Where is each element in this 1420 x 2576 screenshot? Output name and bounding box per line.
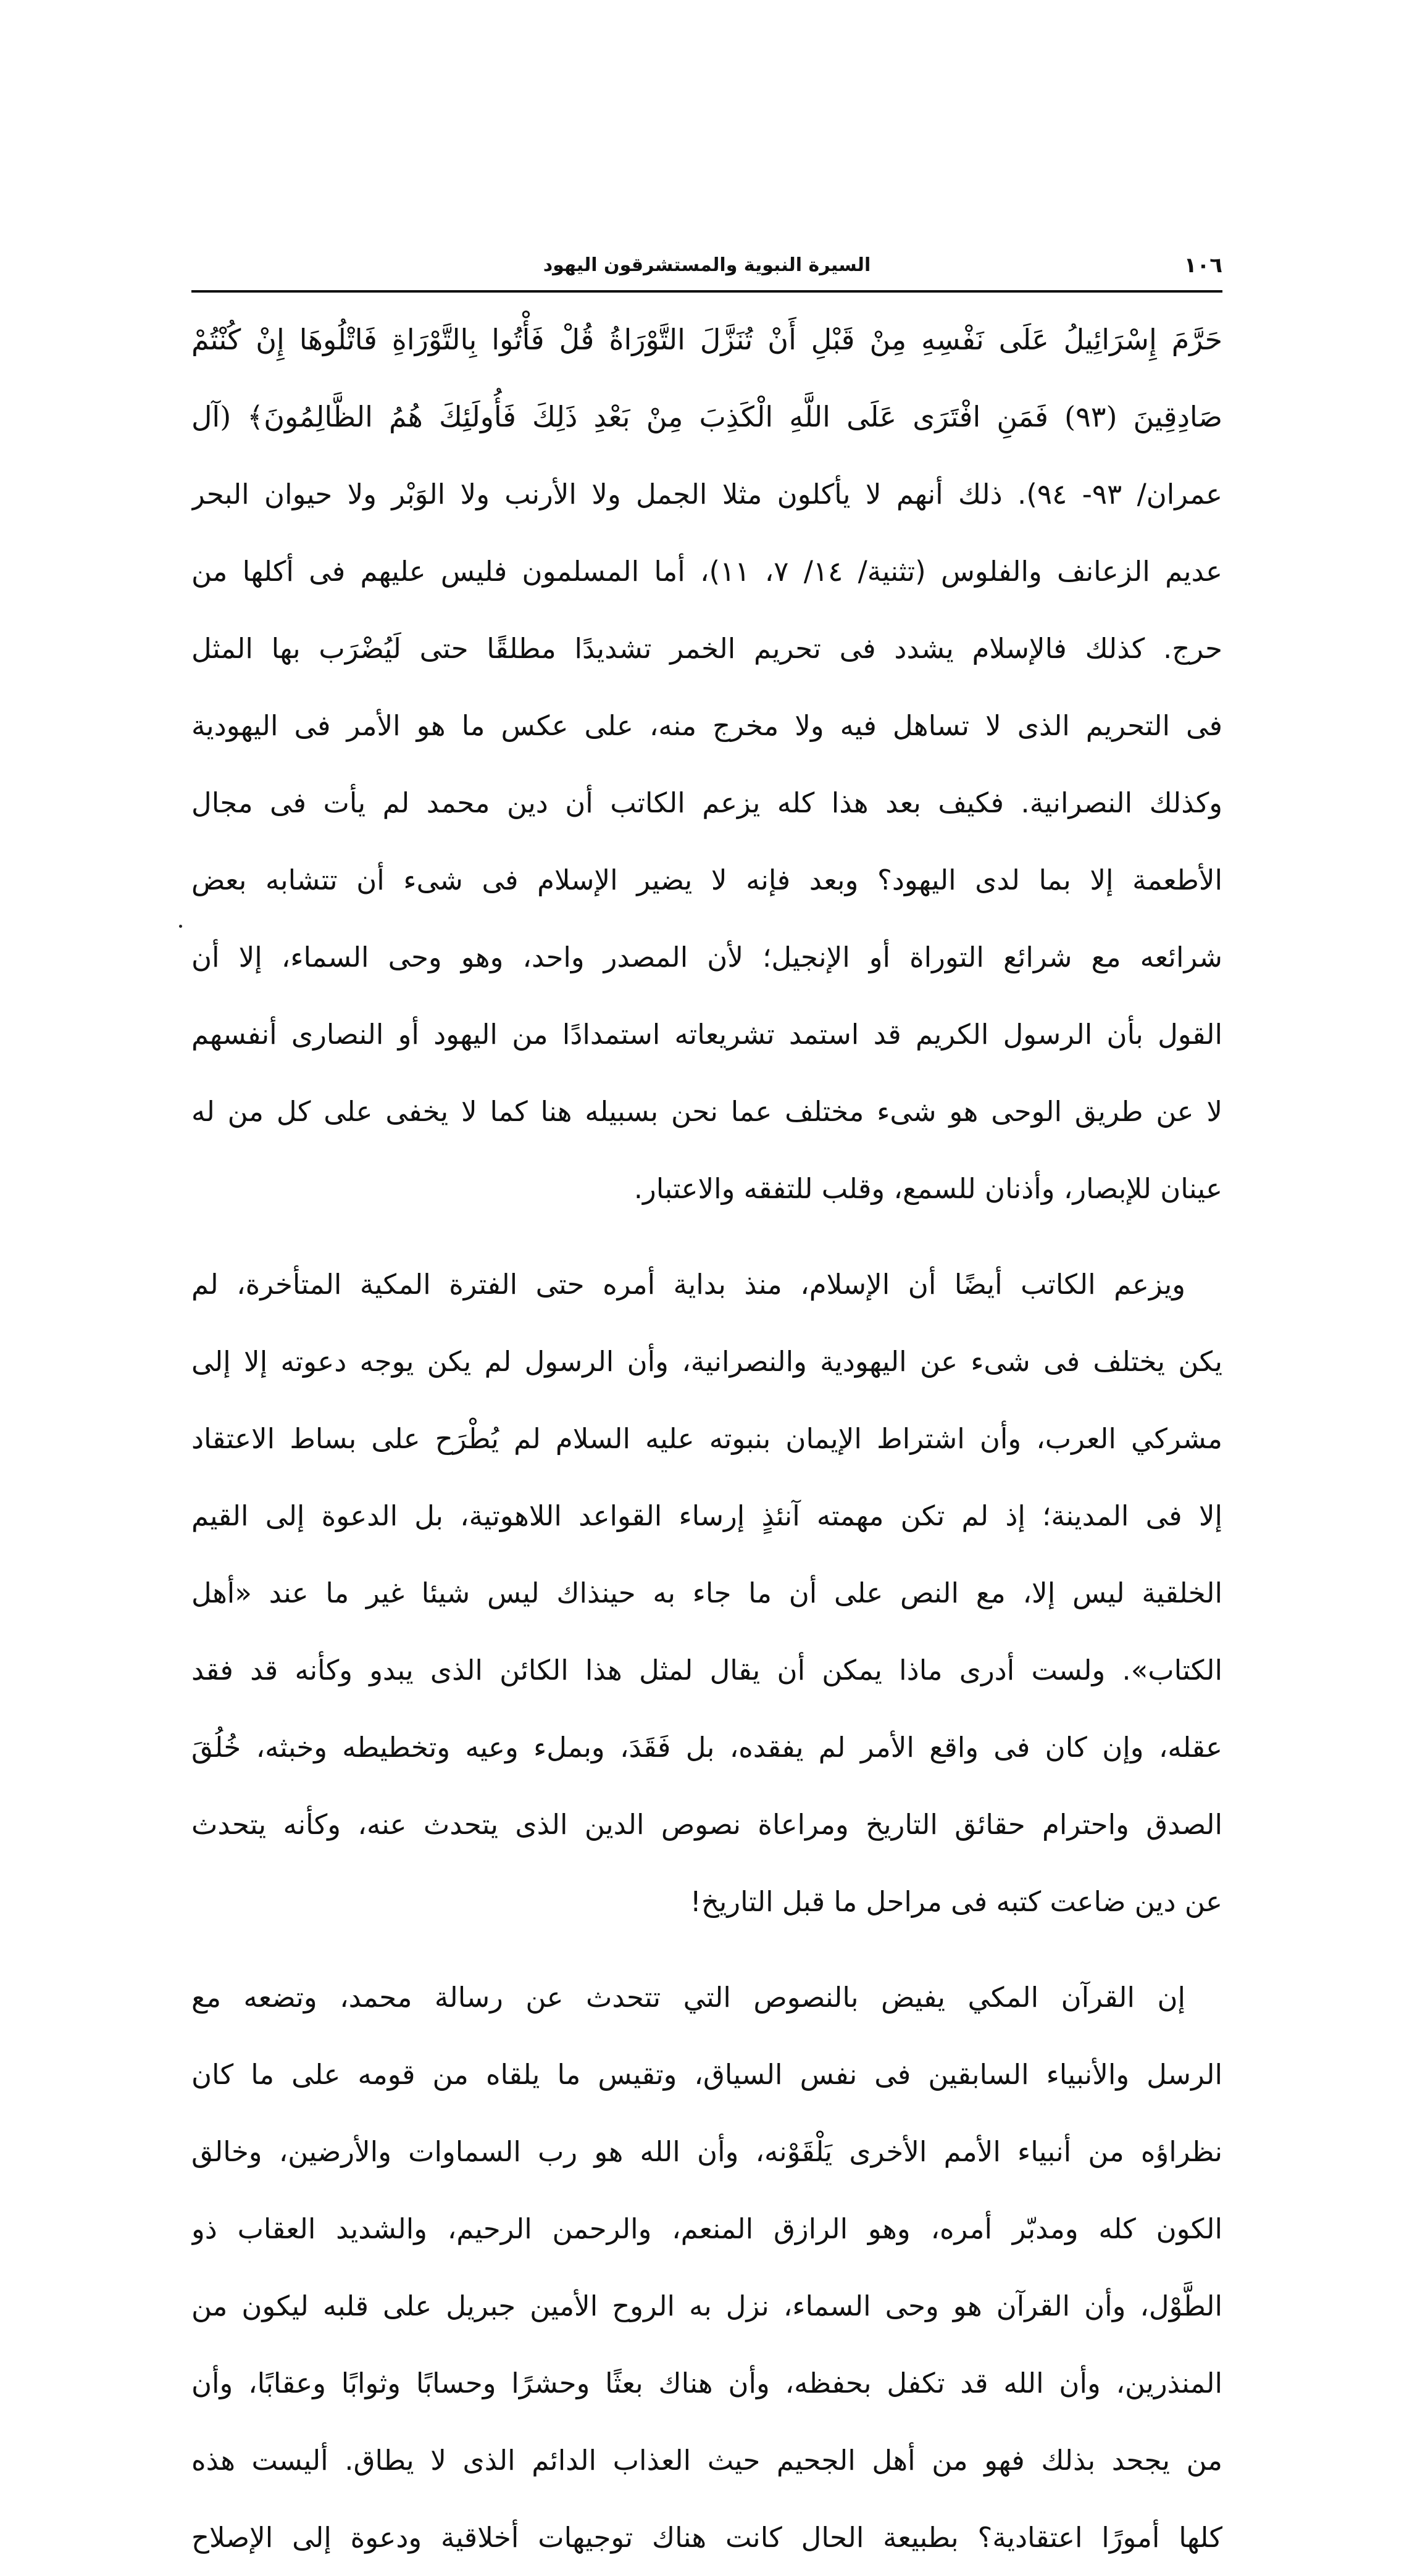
text-line: نظراؤه من أنبياء الأمم الأخرى يَلْقَوْنه، وأن الله هو رب السماوات والأرضين، وخالق	[191, 2135, 1222, 2168]
text-line: كلها أمورًا اعتقادية؟ بطبيعة الحال كانت هناك توجيهات أخلاقية ودعوة إلى الإصلاح	[191, 2521, 1222, 2554]
text-line: عن دين ضاعت كتبه فى مراحل ما قبل التاريخ!	[690, 1885, 1222, 1918]
text-line: الرسل والأنبياء السابقين فى نفس السياق، وتقيس ما يلقاه من قومه على ما كان	[191, 2058, 1222, 2091]
text-line: مشركي العرب، وأن اشتراط الإيمان بنبوته عليه السلام لم يُطْرَح على بساط الاعتقاد	[191, 1422, 1222, 1455]
text-line: عينان للإبصار، وأذنان للسمع، وقلب للتفقه والاعتبار.	[633, 1172, 1222, 1205]
text-line: الخلقية ليس إلا، مع النص على أن ما جاء به حينذاك ليس شيئا غير ما عند «أهل	[191, 1577, 1222, 1609]
book-title: السيرة النبوية والمستشرقون اليهود	[543, 254, 871, 276]
text-line: إن القرآن المكي يفيض بالنصوص التي تتحدث عن رسالة محمد، وتضعه مع	[191, 1981, 1185, 2014]
text-line: الكون كله ومدبّر أمره، وهو الرازق المنعم، والرحمن الرحيم، والشديد العقاب ذو	[191, 2212, 1222, 2245]
text-line: عمران/ ٩٣- ٩٤). ذلك أنهم لا يأكلون مثلا الجمل ولا الأرنب ولا الوَبْر ولا حيوان البحر	[191, 478, 1222, 511]
text-line: فى التحريم الذى لا تساهل فيه ولا مخرج منه، على عكس ما هو الأمر فى اليهودية	[191, 709, 1222, 742]
text-line: الأطعمة إلا بما لدى اليهود؟ وبعد فإنه لا يضير الإسلام فى شىء أن تتشابه بعض	[191, 864, 1222, 896]
text-line: لا عن طريق الوحى هو شىء مختلف عما نحن بسبيله هنا كما لا يخفى على كل من له	[191, 1095, 1222, 1128]
body-text	[191, 301, 1222, 2576]
text-line: يكن يختلف فى شىء عن اليهودية والنصرانية، وأن الرسول لم يكن يوجه دعوته إلا إلى	[191, 1345, 1222, 1378]
text-line: ويزعم الكاتب أيضًا أن الإسلام، منذ بداية أمره حتى الفترة المكية المتأخرة، لم	[191, 1268, 1185, 1301]
text-line: المنذرين، وأن الله قد تكفل بحفظه، وأن هناك بعثًا وحشرًا وحسابًا وثوابًا وعقابًا، وأن	[191, 2367, 1222, 2399]
quran-verse-line: صَادِقِينَ (٩٣) فَمَنِ افْتَرَى عَلَى اللَّهِ الْكَذِبَ مِنْ بَعْدِ ذَلِكَ فَأُولَئِكَ هُمُ الظَّالِمُونَ﴾ (آل	[191, 400, 1222, 433]
page-number: ١٠٦	[1184, 253, 1222, 278]
quran-verse-line: حَرَّمَ إِسْرَائِيلُ عَلَى نَفْسِهِ مِنْ قَبْلِ أَنْ تُنَزَّلَ التَّوْرَاةُ قُلْ فَأْتُوا بِالتَّوْرَاةِ فَاتْلُوهَا إِنْ كُنْتُمْ	[191, 323, 1222, 356]
paragraph-gap	[191, 1227, 1222, 1246]
text-line: الطَّوْل، وأن القرآن هو وحى السماء، نزل به الروح الأمين جبريل على قلبه ليكون من	[191, 2290, 1222, 2322]
text-line: عديم الزعانف والفلوس (تثنية/ ١٤/ ٧، ١١)، أما المسلمون فليس عليهم فى أكلها من	[191, 555, 1222, 588]
text-line: وكذلك النصرانية. فكيف بعد هذا كله يزعم الكاتب أن دين محمد لم يأت فى مجال	[191, 786, 1222, 819]
book-page	[191, 247, 1222, 2554]
text-line: حرج. كذلك فالإسلام يشدد فى تحريم الخمر تشديدًا مطلقًا حتى لَيُضْرَب بها المثل	[191, 632, 1222, 665]
margin-mark	[179, 925, 182, 928]
running-header	[191, 247, 1222, 293]
text-line: إلا فى المدينة؛ إذ لم تكن مهمته آنئذٍ إرساء القواعد اللاهوتية، بل الدعوة إلى القيم	[191, 1499, 1222, 1532]
text-line: شرائعه مع شرائع التوراة أو الإنجيل؛ لأن المصدر واحد، وهو وحى السماء، إلا أن	[191, 941, 1222, 973]
text-line: عقله، وإن كان فى واقع الأمر لم يفقده، بل فَقَدَ، وبملء وعيه وتخطيطه وخبثه، خُلُقَ	[191, 1731, 1222, 1764]
text-line: الصدق واحترام حقائق التاريخ ومراعاة نصوص الدين الذى يتحدث عنه، وكأنه يتحدث	[191, 1808, 1222, 1841]
text-line: الكتاب». ولست أدرى ماذا يمكن أن يقال لمثل هذا الكائن الذى يبدو وكأنه قد فقد	[191, 1654, 1222, 1686]
text-line: من يجحد بذلك فهو من أهل الجحيم حيث العذاب الدائم الذى لا يطاق. أليست هذه	[191, 2444, 1222, 2477]
paragraph-gap	[191, 1940, 1222, 1959]
text-line: القول بأن الرسول الكريم قد استمد تشريعاته استمدادًا من اليهود أو النصارى أنفسهم	[191, 1018, 1222, 1051]
